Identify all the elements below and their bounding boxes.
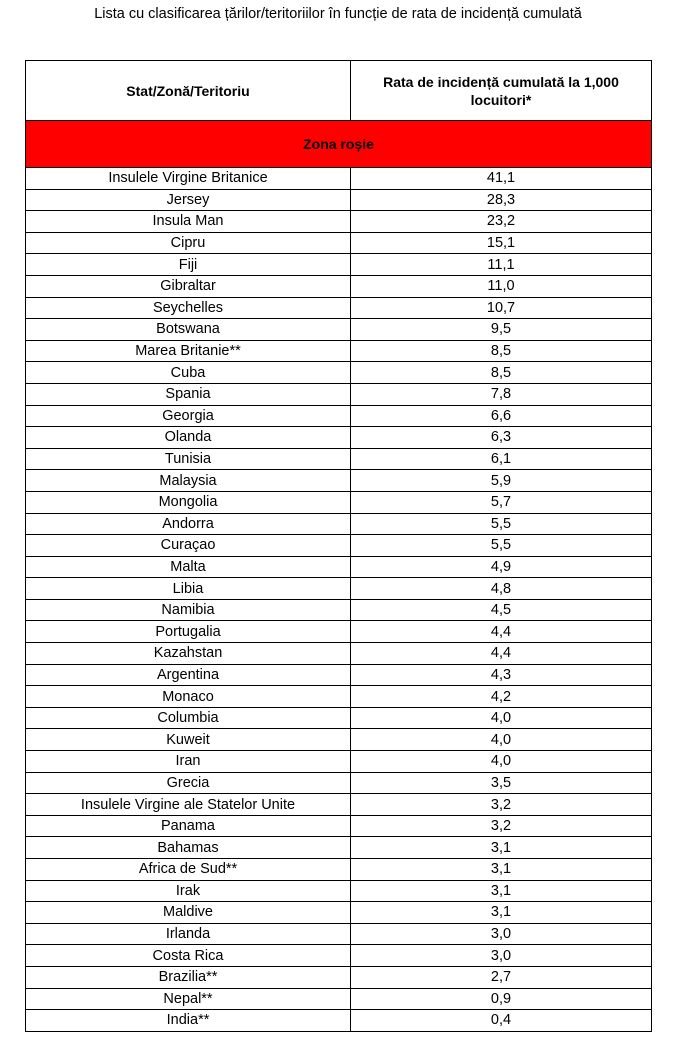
table-row [26, 297, 652, 319]
country-cell: Brazilia** [26, 966, 351, 988]
country-cell: Maldive [26, 902, 351, 924]
rate-cell: 4,0 [351, 729, 652, 751]
country-cell: Nepal** [26, 988, 351, 1010]
rate-cell: 5,5 [351, 513, 652, 535]
table-row [26, 513, 652, 535]
rate-cell: 0,9 [351, 988, 652, 1010]
table-row [26, 383, 652, 405]
table-header-row [26, 61, 652, 121]
table-row [26, 599, 652, 621]
zone-row [26, 121, 652, 168]
country-cell: Grecia [26, 772, 351, 794]
table-row [26, 254, 652, 276]
country-cell: Tunisia [26, 448, 351, 470]
country-cell: Mongolia [26, 491, 351, 513]
table-row [26, 448, 652, 470]
table-row [26, 405, 652, 427]
table-row [26, 535, 652, 557]
country-cell: Panama [26, 815, 351, 837]
country-cell: Olanda [26, 427, 351, 449]
table-row [26, 168, 652, 190]
table-row [26, 686, 652, 708]
table-row [26, 319, 652, 341]
rate-cell: 7,8 [351, 383, 652, 405]
table-row [26, 923, 652, 945]
zone-label: Zona roșie [26, 121, 652, 168]
rate-cell: 5,5 [351, 535, 652, 557]
table-row [26, 772, 652, 794]
rate-cell: 15,1 [351, 232, 652, 254]
country-cell: Gibraltar [26, 275, 351, 297]
country-cell: Bahamas [26, 837, 351, 859]
rate-cell: 23,2 [351, 211, 652, 233]
country-cell: Botswana [26, 319, 351, 341]
table-row [26, 491, 652, 513]
table-row [26, 729, 652, 751]
country-cell: Iran [26, 751, 351, 773]
rate-cell: 4,2 [351, 686, 652, 708]
rate-cell: 6,1 [351, 448, 652, 470]
rate-cell: 4,4 [351, 621, 652, 643]
table-row [26, 232, 652, 254]
table-row [26, 945, 652, 967]
table-row [26, 340, 652, 362]
country-cell: Jersey [26, 189, 351, 211]
table-row [26, 578, 652, 600]
country-cell: Cipru [26, 232, 351, 254]
country-cell: Africa de Sud** [26, 859, 351, 881]
rate-cell: 4,5 [351, 599, 652, 621]
rate-cell: 4,4 [351, 643, 652, 665]
header-country: Stat/Zonă/Teritoriu [26, 61, 351, 121]
rate-cell: 41,1 [351, 168, 652, 190]
country-cell: Insulele Virgine ale Statelor Unite [26, 794, 351, 816]
table-row [26, 707, 652, 729]
rate-cell: 4,3 [351, 664, 652, 686]
table-row [26, 794, 652, 816]
table-row [26, 621, 652, 643]
rate-cell: 11,0 [351, 275, 652, 297]
rate-cell: 3,5 [351, 772, 652, 794]
table-row [26, 362, 652, 384]
country-cell: Kuweit [26, 729, 351, 751]
rate-cell: 4,0 [351, 707, 652, 729]
country-cell: India** [26, 1010, 351, 1032]
rate-cell: 6,6 [351, 405, 652, 427]
country-cell: Spania [26, 383, 351, 405]
rate-cell: 3,1 [351, 880, 652, 902]
document-title: Lista cu clasificarea țărilor/teritoriilor în funcție de rata de incidență cumulată [94, 6, 582, 22]
country-cell: Irlanda [26, 923, 351, 945]
rate-cell: 6,3 [351, 427, 652, 449]
rate-cell: 3,2 [351, 794, 652, 816]
rate-cell: 5,7 [351, 491, 652, 513]
rate-cell: 3,0 [351, 923, 652, 945]
country-cell: Libia [26, 578, 351, 600]
rate-cell: 8,5 [351, 340, 652, 362]
country-cell: Marea Britanie** [26, 340, 351, 362]
country-cell: Kazahstan [26, 643, 351, 665]
table-row [26, 211, 652, 233]
table-row [26, 815, 652, 837]
table-row [26, 427, 652, 449]
table-row [26, 664, 652, 686]
table-row [26, 837, 652, 859]
rate-cell: 4,8 [351, 578, 652, 600]
table-row [26, 751, 652, 773]
rate-cell: 5,9 [351, 470, 652, 492]
rate-cell: 3,1 [351, 859, 652, 881]
table-row [26, 643, 652, 665]
rate-cell: 3,0 [351, 945, 652, 967]
rate-cell: 28,3 [351, 189, 652, 211]
country-cell: Argentina [26, 664, 351, 686]
rate-cell: 9,5 [351, 319, 652, 341]
table-row [26, 902, 652, 924]
rate-cell: 3,2 [351, 815, 652, 837]
country-cell: Seychelles [26, 297, 351, 319]
country-cell: Malaysia [26, 470, 351, 492]
rate-cell: 10,7 [351, 297, 652, 319]
table-row [26, 556, 652, 578]
rate-cell: 8,5 [351, 362, 652, 384]
country-cell: Cuba [26, 362, 351, 384]
country-cell: Irak [26, 880, 351, 902]
country-cell: Andorra [26, 513, 351, 535]
country-cell: Insula Man [26, 211, 351, 233]
rate-cell: 4,9 [351, 556, 652, 578]
country-cell: Portugalia [26, 621, 351, 643]
incidence-table [25, 60, 652, 1032]
country-cell: Costa Rica [26, 945, 351, 967]
country-cell: Curaçao [26, 535, 351, 557]
table-row [26, 880, 652, 902]
rate-cell: 3,1 [351, 902, 652, 924]
table-row [26, 275, 652, 297]
rate-cell: 11,1 [351, 254, 652, 276]
country-cell: Georgia [26, 405, 351, 427]
country-cell: Insulele Virgine Britanice [26, 168, 351, 190]
header-rate: Rata de incidență cumulată la 1,000 locuitori* [351, 61, 652, 121]
country-cell: Monaco [26, 686, 351, 708]
table-row [26, 470, 652, 492]
table-row [26, 966, 652, 988]
country-cell: Fiji [26, 254, 351, 276]
table-row [26, 1010, 652, 1032]
country-cell: Columbia [26, 707, 351, 729]
rate-cell: 2,7 [351, 966, 652, 988]
table-row [26, 859, 652, 881]
country-cell: Namibia [26, 599, 351, 621]
country-cell: Malta [26, 556, 351, 578]
table-row [26, 189, 652, 211]
rate-cell: 3,1 [351, 837, 652, 859]
rate-cell: 4,0 [351, 751, 652, 773]
table-row [26, 988, 652, 1010]
rate-cell: 0,4 [351, 1010, 652, 1032]
